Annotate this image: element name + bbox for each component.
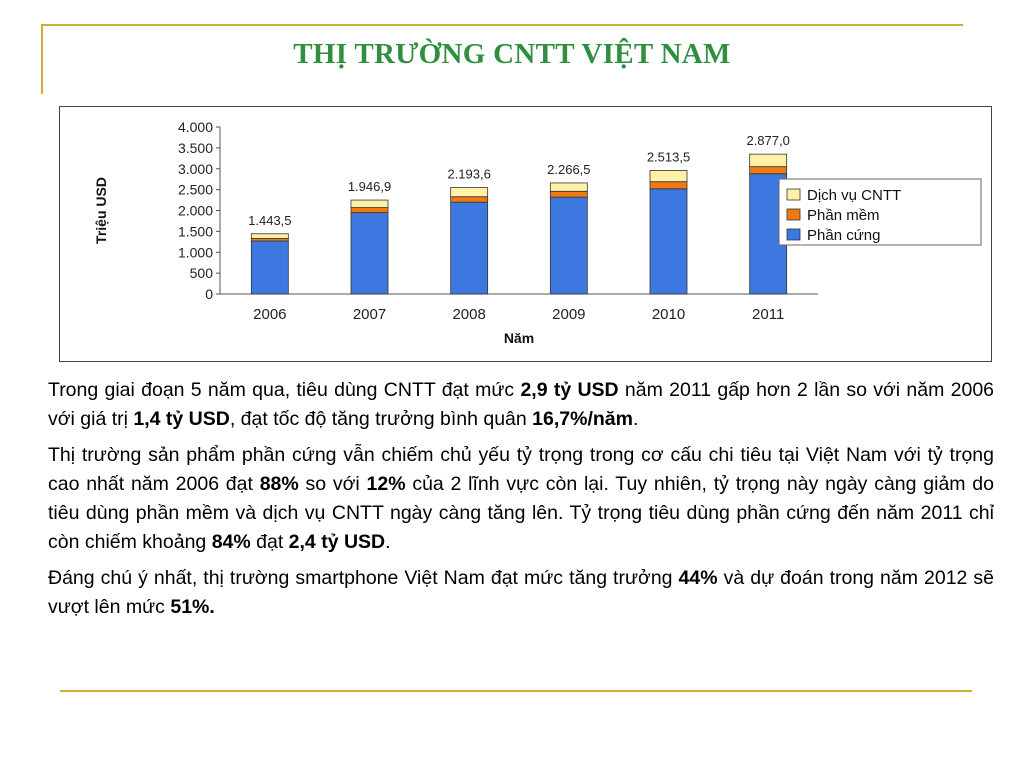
highlight-value: 84% <box>211 531 251 553</box>
slide-title: THỊ TRƯỜNG CNTT VIỆT NAM <box>293 38 731 70</box>
top-rule <box>43 24 963 26</box>
bar-2007-segment-2 <box>351 208 388 213</box>
legend-label-3: Phần cứng <box>807 227 881 244</box>
y-tick-label: 2.000 <box>177 202 213 219</box>
bar-2007-segment-3 <box>351 200 388 208</box>
y-axis-label: Triệu USD <box>93 177 109 244</box>
x-axis-label: Năm <box>503 330 535 346</box>
bar-chart <box>60 107 991 361</box>
bar-2009-segment-3 <box>550 183 587 191</box>
bar-2010-segment-3 <box>650 170 687 181</box>
bar-2008-segment-1 <box>451 202 488 294</box>
paragraph-3 <box>48 564 994 622</box>
highlight-value: 2,9 tỷ USD <box>520 379 619 401</box>
x-tick-label: 2006 <box>253 306 287 323</box>
text-run: Trong giai đoạn 5 năm qua, tiêu dùng CNTT đạt mức <box>48 379 521 401</box>
bar-total-label: 2.266,5 <box>547 161 591 177</box>
bar-2008-segment-3 <box>451 188 488 197</box>
y-tick-label: 1.000 <box>177 244 213 261</box>
bar-2011-segment-2 <box>750 167 787 174</box>
body-text <box>48 376 994 629</box>
highlight-value: 16,7%/năm <box>532 408 633 430</box>
highlight-value: 88% <box>259 473 299 495</box>
legend-swatch-1 <box>787 189 800 200</box>
text-run: của 2 lĩnh vực còn lại. Tuy nhiên, tỷ trọng này ngày càng giảm do tiêu dùng phần mềm và dịch vụ CNTT ngày càng tăng lên. Tỷ trọng tiêu dùng phần cứng đến năm 2011 chỉ còn chiếm khoảng <box>48 473 994 553</box>
highlight-value: 2,4 tỷ USD <box>288 531 386 553</box>
x-tick-label: 2010 <box>651 306 686 323</box>
paragraph-1 <box>48 376 994 434</box>
text-run: . <box>385 531 391 553</box>
legend-label-1: Dịch vụ CNTT <box>807 187 902 204</box>
bar-2006-segment-3 <box>251 234 288 239</box>
y-tick-label: 3.000 <box>177 160 213 177</box>
bar-2011-segment-3 <box>750 154 787 167</box>
legend-swatch-2 <box>787 209 800 220</box>
highlight-value: 1,4 tỷ USD <box>133 408 230 430</box>
text-run: , đạt tốc độ tăng trưởng bình quân <box>229 408 533 430</box>
paragraph-2 <box>48 441 994 557</box>
y-tick-label: 500 <box>189 265 213 282</box>
y-tick-label: 4.000 <box>177 119 213 135</box>
text-run: Đáng chú ý nhất, thị trường smartphone Việt Nam đạt mức tăng trưởng <box>48 567 679 589</box>
bar-total-label: 1.443,5 <box>248 212 292 228</box>
bar-2006-segment-1 <box>251 241 288 294</box>
highlight-value: 44% <box>678 567 718 589</box>
text-run: đạt <box>250 531 289 553</box>
bar-total-label: 2.193,6 <box>447 166 491 182</box>
x-tick-label: 2009 <box>552 306 586 323</box>
chart-frame <box>59 106 992 362</box>
bottom-rule <box>60 690 972 692</box>
text-run: năm 2011 gấp hơn 2 lần so với năm 2006 với giá trị <box>48 379 995 430</box>
x-tick-label: 2008 <box>452 306 486 323</box>
bar-2009-segment-2 <box>550 191 587 197</box>
y-tick-label: 1.500 <box>177 223 213 240</box>
y-tick-label: 2.500 <box>177 181 213 198</box>
bar-total-label: 2.877,0 <box>746 133 790 149</box>
highlight-value: 12% <box>366 473 406 495</box>
x-tick-label: 2011 <box>752 306 785 323</box>
y-tick-label: 0 <box>205 286 213 302</box>
bar-total-label: 1.946,9 <box>347 179 392 195</box>
legend-swatch-3 <box>787 229 800 240</box>
legend-label-2: Phần mềm <box>807 207 880 224</box>
y-tick-label: 3.500 <box>177 139 213 156</box>
x-tick-label: 2007 <box>352 306 387 323</box>
text-run: Thị trường sản phẩm phần cứng vẫn chiếm chủ yếu tỷ trọng trong cơ cấu chi tiêu tại Việt Nam với tỷ trọng cao nhất năm 2006 đạt <box>48 444 994 495</box>
text-run: . <box>632 408 639 430</box>
text-run: và dự đoán trong năm 2012 sẽ vượt lên mức <box>48 567 995 618</box>
text-run: so với <box>298 473 367 495</box>
bar-2010-segment-1 <box>650 189 687 294</box>
highlight-value: 51%. <box>170 596 215 618</box>
bar-2007-segment-1 <box>351 213 388 294</box>
bar-2009-segment-1 <box>550 197 587 294</box>
bar-2008-segment-2 <box>451 197 488 202</box>
bar-total-label: 2.513,5 <box>646 149 691 165</box>
bar-2010-segment-2 <box>650 182 687 189</box>
